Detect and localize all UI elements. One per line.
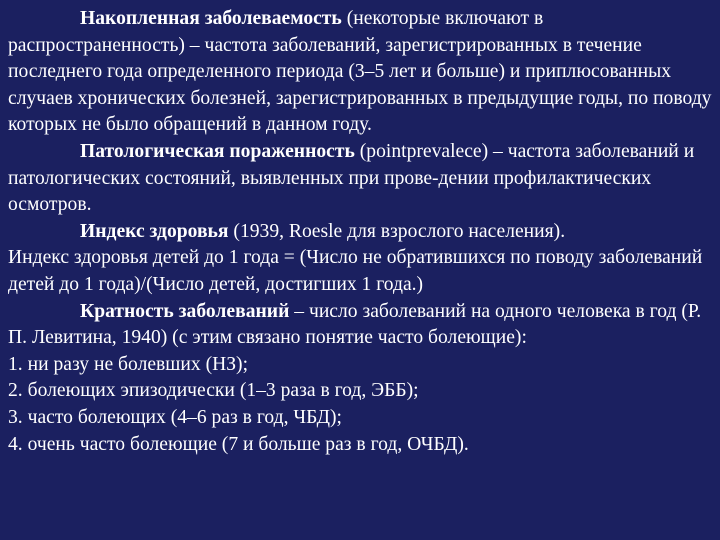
- list-item: 3. часто болеющих (4–6 раз в год, ЧБД);: [8, 406, 342, 428]
- paragraph-health-index: [8, 219, 712, 246]
- term-pathological-prevalence: Патологическая пораженность: [80, 140, 355, 162]
- term-morbidity-multiplicity: Кратность заболеваний: [80, 300, 290, 322]
- morbidity-groups-list: [8, 352, 712, 458]
- list-item: 1. ни разу не болевших (НЗ);: [8, 353, 249, 375]
- paragraph-health-index-formula: Индекс здоровья детей до 1 года = (Число не обратившихся по поводу заболеваний детей до 1 года)/(Число детей, достигших 1 года.): [8, 247, 703, 295]
- definition-health-index: (1939, Roesle для взрослого населения).: [228, 220, 566, 242]
- definition-accumulated-morbidity: (некоторые включают в распространенность) – частота заболеваний, зарегистрированных в течение последнего года определенного периода (3–5 лет и больше) и приплюсованных случаев хронических болезней, зарегистрированных в предыдущие годы, по поводу которых не было обращений в данном году.: [8, 8, 712, 136]
- paragraph-accumulated-morbidity: [8, 6, 712, 139]
- definition-morbidity-multiplicity: – число заболеваний на одного человека в год (Р. П. Левитина, 1940) (с этим связано понятие часто болеющие):: [8, 300, 702, 349]
- list-item: 2. болеющих эпизодически (1–3 раза в год, ЭББ);: [8, 380, 419, 402]
- definition-pathological-prevalence: (pointprevalece) – частота заболеваний и патологических состояний, выявленных при прове-дении профилактических осмотров.: [8, 140, 695, 216]
- term-accumulated-morbidity: Накопленная заболеваемость: [80, 8, 342, 29]
- paragraph-pathological-prevalence: [8, 139, 712, 219]
- list-item: 4. очень часто болеющие (7 и больше раз в год, ОЧБД).: [8, 433, 469, 455]
- paragraph-morbidity-multiplicity: [8, 299, 712, 352]
- term-health-index: Индекс здоровья: [80, 220, 229, 242]
